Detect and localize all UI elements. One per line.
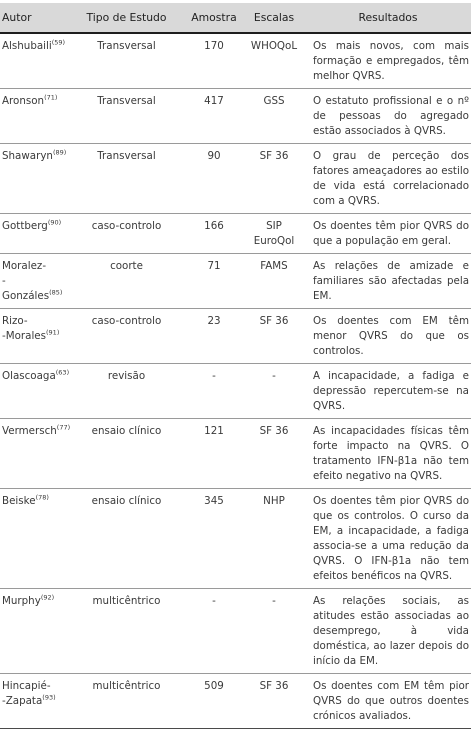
cell-tipo-de-estudo: multicêntrico <box>68 674 185 729</box>
cell-amostra: - <box>185 364 243 419</box>
cell-resultados: As incapacidades físicas têm forte impacto na QVRS. O tratamento IFN-β1a não tem efeito negativo na QVRS. <box>305 419 471 489</box>
cell-escalas <box>243 674 305 729</box>
cell-resultados: O estatuto profissional e o nº de pessoas do agregado estão associados à QVRS. <box>305 89 471 144</box>
escala-name: SF 36 <box>259 680 289 692</box>
cell-resultados: A incapacidade, a fadiga e depressão repercutem-se na QVRS. <box>305 364 471 419</box>
cell-escalas <box>243 33 305 89</box>
autor-name: Moralez- <box>2 260 47 272</box>
cell-tipo-de-estudo: coorte <box>68 254 185 309</box>
cell-autor <box>0 674 68 729</box>
escala-name: EuroQol <box>253 235 295 247</box>
table-row <box>0 364 471 419</box>
autor-name: -Gonzáles <box>2 275 50 302</box>
cell-escalas <box>243 419 305 489</box>
escala-name: - <box>272 370 276 382</box>
table-row <box>0 489 471 589</box>
table-row <box>0 89 471 144</box>
cell-amostra: 71 <box>185 254 243 309</box>
cell-autor <box>0 89 68 144</box>
header-tipo-de-estudo: Tipo de Estudo <box>68 3 185 33</box>
cell-escalas <box>243 254 305 309</box>
table-body <box>0 33 471 729</box>
header-resultados: Resultados <box>305 3 471 33</box>
cell-resultados: Os mais novos, com mais formação e empregados, têm melhor QVRS. <box>305 33 471 89</box>
cell-amostra: 166 <box>185 214 243 254</box>
table-row <box>0 33 471 89</box>
table-row <box>0 144 471 214</box>
reference-number: (89) <box>52 148 67 157</box>
reference-number: (77) <box>56 423 71 432</box>
autor-name: Rizo- <box>2 315 28 327</box>
cell-autor <box>0 33 68 89</box>
escala-name: - <box>272 595 276 607</box>
reference-number: (93) <box>42 693 56 702</box>
autor-name: Gottberg <box>2 220 48 232</box>
table-row <box>0 214 471 254</box>
autor-name: Shawaryn <box>2 150 53 162</box>
cell-tipo-de-estudo: Transversal <box>68 89 185 144</box>
escala-name: SF 36 <box>259 425 289 437</box>
header-autor: Autor <box>0 3 68 33</box>
cell-escalas <box>243 489 305 589</box>
cell-amostra: 23 <box>185 309 243 364</box>
reference-number: (91) <box>46 328 60 337</box>
cell-amostra: - <box>185 589 243 674</box>
reference-number: (71) <box>44 93 58 102</box>
cell-amostra: 90 <box>185 144 243 214</box>
autor-name: Murphy <box>2 595 41 607</box>
autor-name: -Zapata <box>2 695 43 707</box>
escala-name: SF 36 <box>259 150 289 162</box>
cell-tipo-de-estudo: caso-controlo <box>68 309 185 364</box>
cell-autor <box>0 364 68 419</box>
table-row <box>0 674 471 729</box>
cell-amostra: 509 <box>185 674 243 729</box>
cell-resultados: Os doentes com EM têm menor QVRS do que os controlos. <box>305 309 471 364</box>
cell-escalas <box>243 214 305 254</box>
escala-name: GSS <box>263 95 285 107</box>
cell-resultados: Os doentes têm pior QVRS do que os controlos. O curso da EM, a incapacidade, a fadiga associa-se a uma redução da QVRS. O IFN-β1a não tem efeitos benéficos na QVRS. <box>305 489 471 589</box>
cell-amostra: 170 <box>185 33 243 89</box>
cell-tipo-de-estudo: multicêntrico <box>68 589 185 674</box>
autor-name: Aronson <box>2 95 45 107</box>
reference-number: (90) <box>47 218 62 227</box>
escala-name: SIP <box>266 220 282 232</box>
cell-tipo-de-estudo: Transversal <box>68 33 185 89</box>
autor-name: Hincapié- <box>2 680 51 692</box>
header-amostra: Amostra <box>185 3 243 33</box>
escala-name: WHOQoL <box>250 40 298 52</box>
header-escalas: Escalas <box>243 3 305 33</box>
autor-name: Alshubaili <box>2 40 52 52</box>
cell-autor <box>0 419 71 489</box>
cell-autor <box>0 589 68 674</box>
cell-autor <box>0 309 68 364</box>
header-row <box>0 3 471 33</box>
cell-amostra: 417 <box>185 89 243 144</box>
table-row <box>0 309 471 364</box>
autor-name: Beiske <box>2 495 36 507</box>
cell-escalas <box>243 144 305 214</box>
cell-escalas <box>243 589 305 674</box>
autor-name: -Morales <box>2 330 47 342</box>
studies-table <box>0 3 471 729</box>
escala-name: FAMS <box>260 260 288 272</box>
autor-name: Vermersch <box>2 425 57 437</box>
cell-autor <box>0 144 68 214</box>
escala-name: NHP <box>263 495 285 507</box>
cell-autor <box>0 214 68 254</box>
cell-autor <box>0 489 68 589</box>
table-row <box>0 254 471 309</box>
cell-autor <box>0 254 68 309</box>
cell-escalas <box>243 364 305 419</box>
cell-escalas <box>243 309 305 364</box>
autor-name: Olascoaga <box>2 370 56 382</box>
reference-number: (92) <box>40 593 55 602</box>
reference-number: (85) <box>49 288 63 297</box>
table-row <box>0 419 471 489</box>
reference-number: (78) <box>35 493 49 502</box>
cell-tipo-de-estudo: ensaio clínico <box>68 419 185 489</box>
cell-tipo-de-estudo: revisão <box>68 364 185 419</box>
cell-tipo-de-estudo: caso-controlo <box>68 214 185 254</box>
reference-number: (63) <box>55 368 70 377</box>
cell-escalas <box>243 89 305 144</box>
cell-amostra: 345 <box>185 489 243 589</box>
cell-resultados: As relações sociais, as atitudes estão associadas ao desemprego, à vida doméstica, ao lazer depois do início da EM. <box>305 589 471 674</box>
reference-number: (59) <box>51 38 66 47</box>
cell-amostra: 121 <box>185 419 243 489</box>
cell-resultados: Os doentes têm pior QVRS do que a população em geral. <box>305 214 471 254</box>
cell-resultados: O grau de perceção dos fatores ameaçadores ao estilo de vida está correlacionado com a QVRS. <box>305 144 471 214</box>
escala-name: SF 36 <box>259 315 289 327</box>
cell-resultados: Os doentes com EM têm pior QVRS do que outros doentes crónicos avaliados. <box>305 674 471 729</box>
cell-tipo-de-estudo: Transversal <box>68 144 185 214</box>
cell-tipo-de-estudo: ensaio clínico <box>68 489 185 589</box>
table-row <box>0 589 471 674</box>
cell-resultados: As relações de amizade e familiares são afectadas pela EM. <box>305 254 471 309</box>
